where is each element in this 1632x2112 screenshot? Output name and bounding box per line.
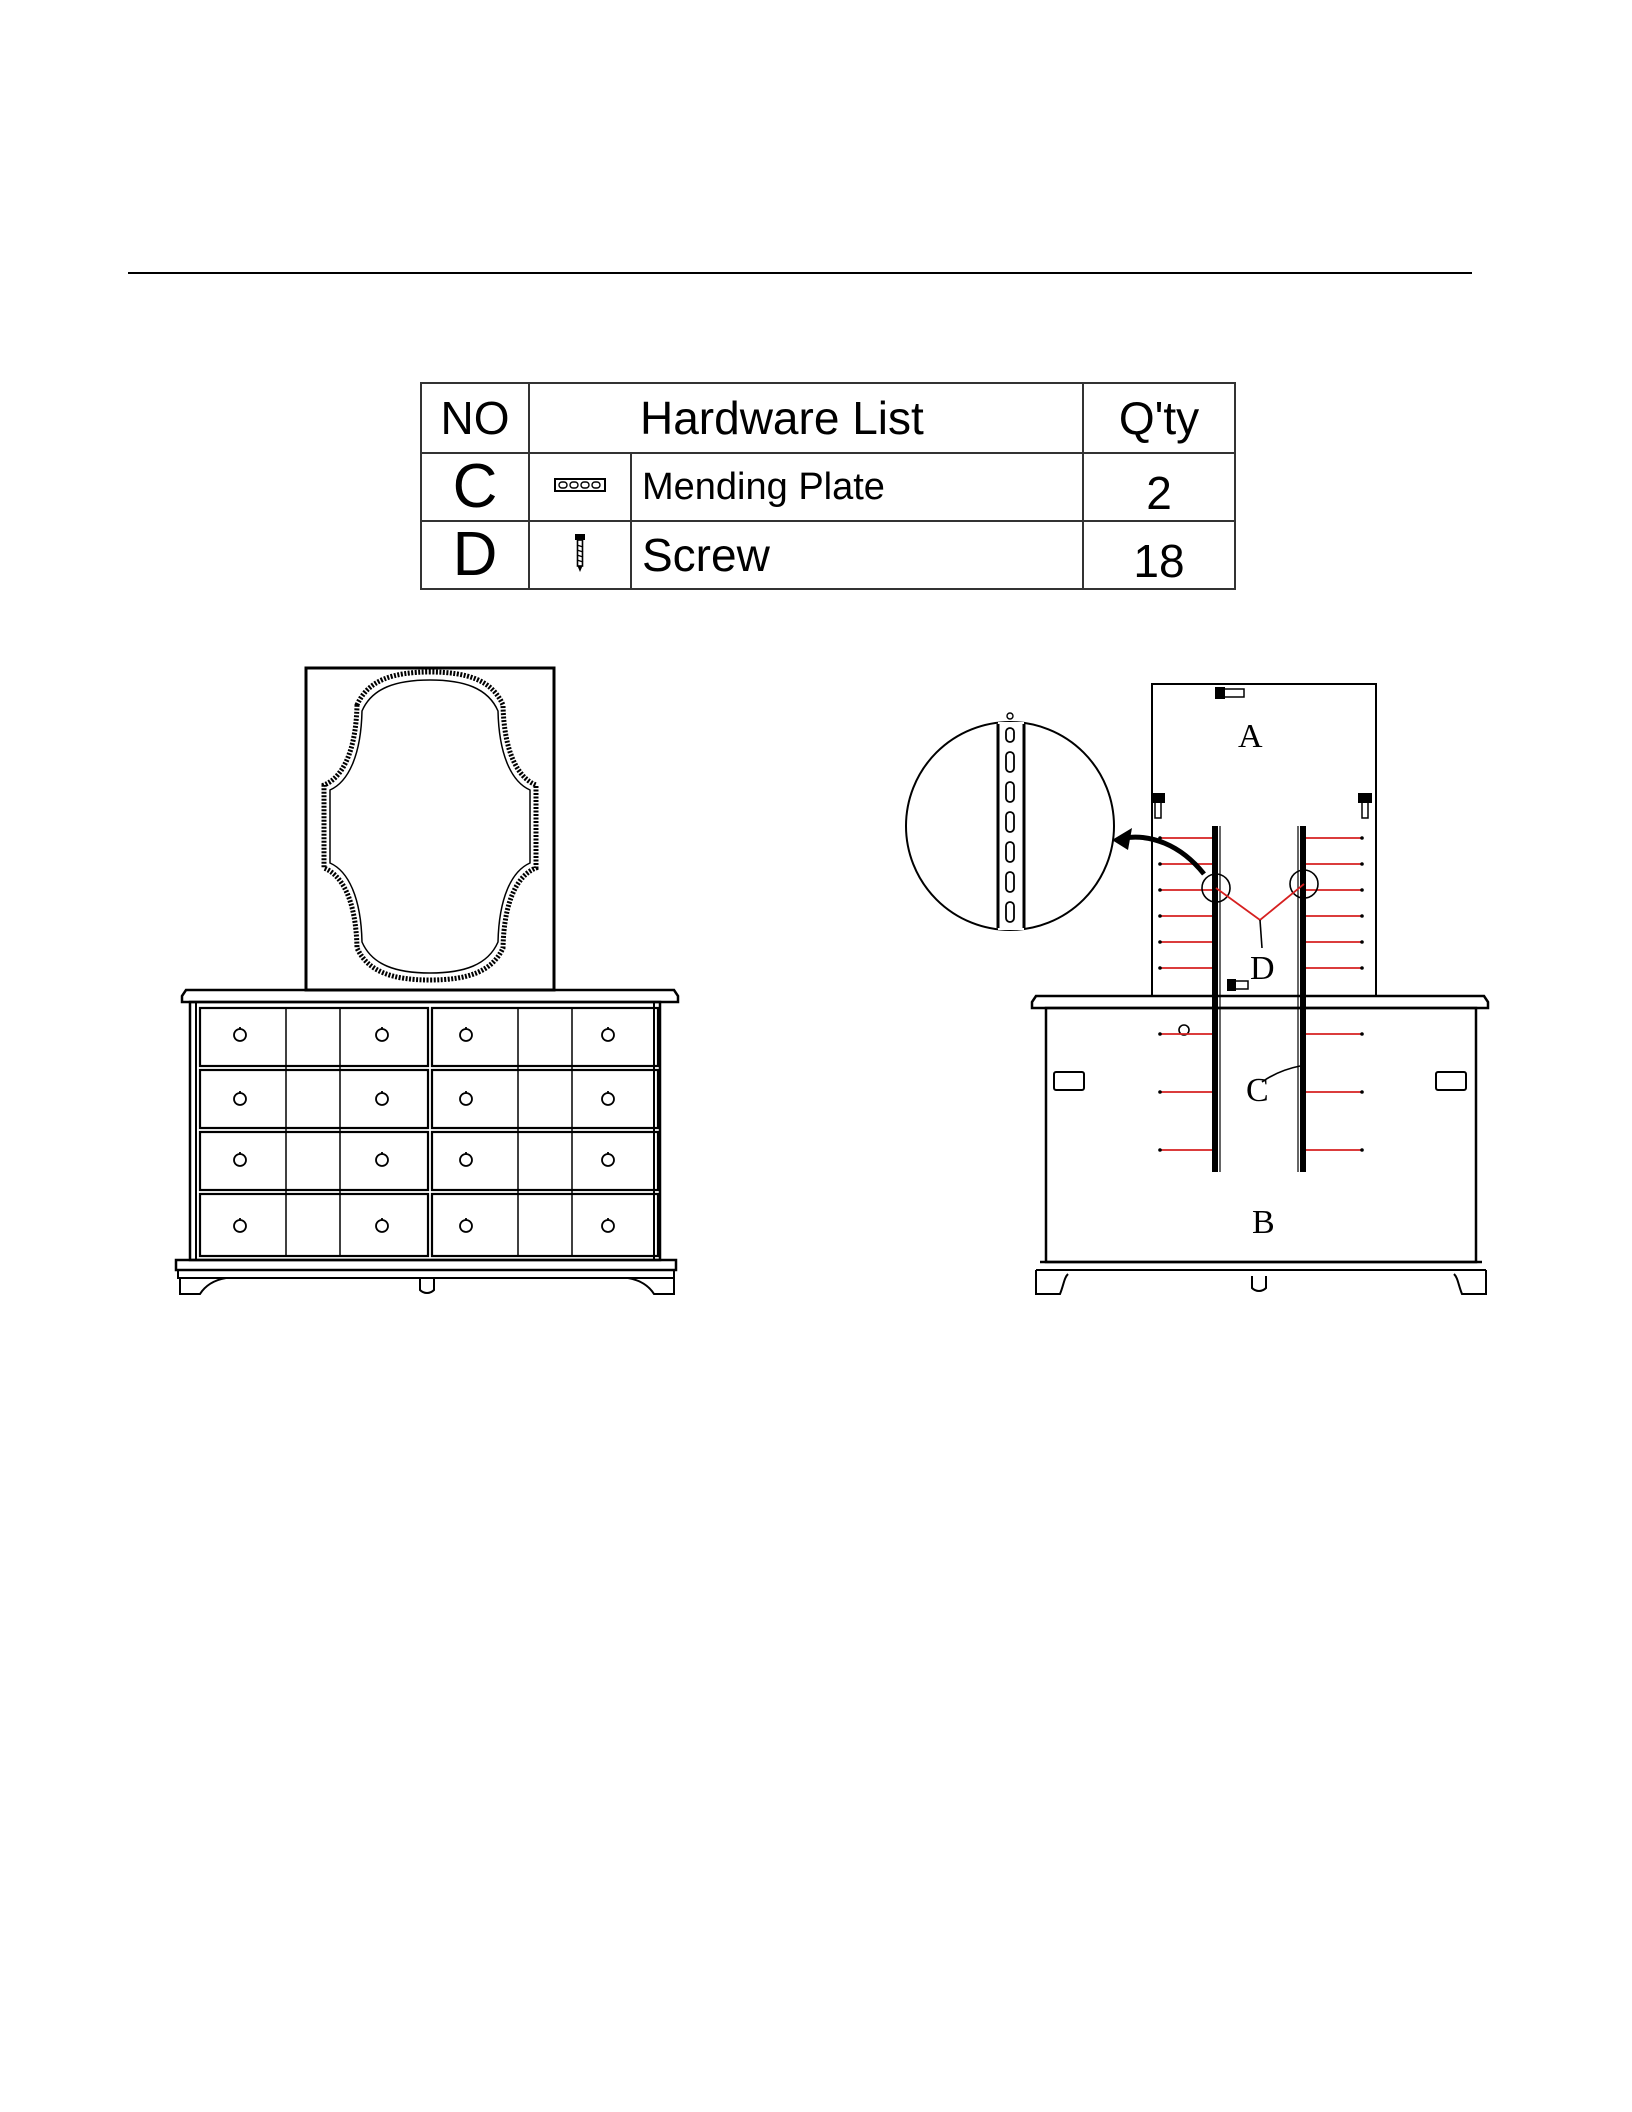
header-hardware-list: Hardware List xyxy=(529,383,1083,453)
label-a: A xyxy=(1238,718,1263,755)
label-c: C xyxy=(1246,1072,1269,1109)
label-d: D xyxy=(1250,950,1275,987)
row-c-no: C xyxy=(421,453,529,521)
row-c-name: Mending Plate xyxy=(631,453,1083,521)
screw-icon xyxy=(1359,794,1371,818)
row-d-qty: 18 xyxy=(1083,521,1235,589)
row-d-name: Screw xyxy=(631,521,1083,589)
header-qty: Q'ty xyxy=(1083,383,1235,453)
assembled-dresser-front-view xyxy=(176,668,678,1294)
row-c-qty: 2 xyxy=(1083,453,1235,521)
row-d-no: D xyxy=(421,521,529,589)
label-b: B xyxy=(1252,1204,1275,1241)
screw-icon xyxy=(1152,794,1164,818)
rear-assembly-view xyxy=(906,684,1488,1294)
header-no: NO xyxy=(421,383,529,453)
mending-plate-detail-circle xyxy=(906,713,1114,930)
